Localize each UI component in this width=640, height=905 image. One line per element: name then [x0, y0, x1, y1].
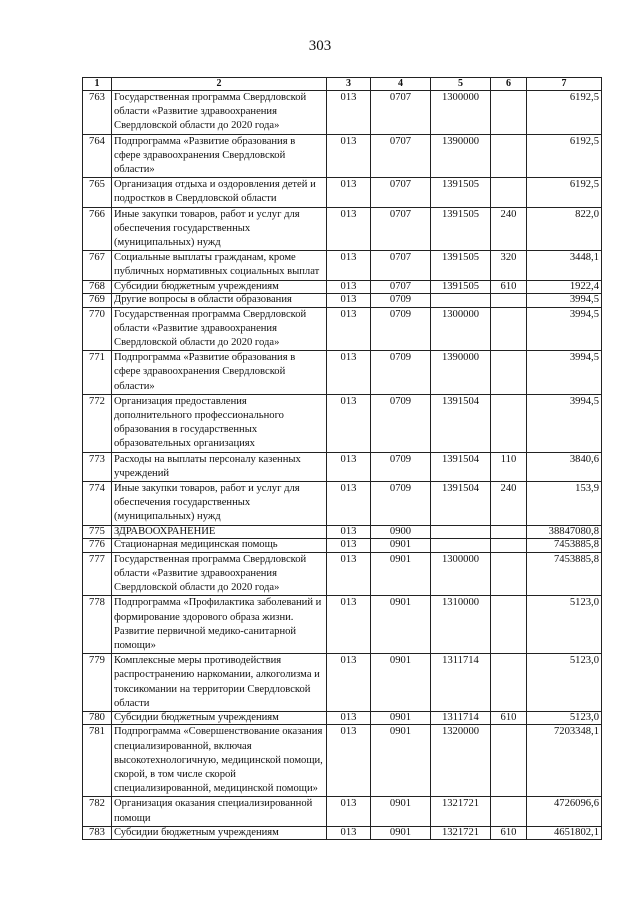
- amount-cell: 7453885,8: [527, 552, 602, 596]
- amount-cell: 4726096,6: [527, 797, 602, 826]
- expense-type-cell: [491, 91, 527, 135]
- expense-type-cell: 610: [491, 280, 527, 294]
- table-row: [83, 725, 602, 797]
- amount-cell: 5123,0: [527, 711, 602, 725]
- table-row: [83, 482, 602, 526]
- department-code-cell: 013: [327, 797, 371, 826]
- table-row: [83, 280, 602, 294]
- target-article-cell: [431, 539, 491, 553]
- expense-type-cell: 610: [491, 826, 527, 840]
- amount-cell: 3994,5: [527, 294, 602, 308]
- item-name-cell: Иные закупки товаров, работ и услуг для обеспечения государственных (муниципальных) нужд: [112, 482, 327, 526]
- target-article-cell: 1300000: [431, 552, 491, 596]
- target-article-cell: [431, 294, 491, 308]
- amount-cell: 3448,1: [527, 251, 602, 280]
- row-number-cell: 774: [83, 482, 112, 526]
- table-row: [83, 207, 602, 251]
- table-row: [83, 134, 602, 178]
- row-number-cell: 782: [83, 797, 112, 826]
- target-article-cell: 1300000: [431, 91, 491, 135]
- department-code-cell: 013: [327, 307, 371, 351]
- expense-type-cell: [491, 552, 527, 596]
- department-code-cell: 013: [327, 280, 371, 294]
- section-code-cell: 0901: [371, 539, 431, 553]
- item-name-cell: Расходы на выплаты персоналу казенных учреждений: [112, 452, 327, 481]
- table-row: [83, 525, 602, 539]
- item-name-cell: Организация отдыха и оздоровления детей и подростков в Свердловской области: [112, 178, 327, 207]
- section-code-cell: 0707: [371, 251, 431, 280]
- target-article-cell: 1300000: [431, 307, 491, 351]
- item-name-cell: Социальные выплаты гражданам, кроме публичных нормативных социальных выплат: [112, 251, 327, 280]
- expense-type-cell: [491, 134, 527, 178]
- target-article-cell: 1391504: [431, 482, 491, 526]
- table-row: [83, 91, 602, 135]
- department-code-cell: 013: [327, 552, 371, 596]
- item-name-cell: ЗДРАВООХРАНЕНИЕ: [112, 525, 327, 539]
- amount-cell: 38847080,8: [527, 525, 602, 539]
- expense-type-cell: [491, 797, 527, 826]
- section-code-cell: 0709: [371, 452, 431, 481]
- section-code-cell: 0901: [371, 711, 431, 725]
- department-code-cell: 013: [327, 711, 371, 725]
- amount-cell: 7203348,1: [527, 725, 602, 797]
- target-article-cell: 1391505: [431, 251, 491, 280]
- department-code-cell: 013: [327, 394, 371, 452]
- department-code-cell: 013: [327, 525, 371, 539]
- target-article-cell: 1391504: [431, 452, 491, 481]
- expense-type-cell: 110: [491, 452, 527, 481]
- table-row: [83, 596, 602, 654]
- row-number-cell: 772: [83, 394, 112, 452]
- amount-cell: 153,9: [527, 482, 602, 526]
- target-article-cell: 1320000: [431, 725, 491, 797]
- column-header: 3: [327, 78, 371, 91]
- item-name-cell: Организация оказания специализированной помощи: [112, 797, 327, 826]
- table-row: [83, 539, 602, 553]
- table-row: [83, 307, 602, 351]
- column-header: 2: [112, 78, 327, 91]
- item-name-cell: Другие вопросы в области образования: [112, 294, 327, 308]
- target-article-cell: 1391505: [431, 178, 491, 207]
- expense-type-cell: [491, 294, 527, 308]
- table-row: [83, 797, 602, 826]
- table-row: [83, 394, 602, 452]
- table-row: [83, 711, 602, 725]
- expense-type-cell: 320: [491, 251, 527, 280]
- amount-cell: 3994,5: [527, 351, 602, 395]
- expense-type-cell: [491, 539, 527, 553]
- row-number-cell: 779: [83, 654, 112, 712]
- section-code-cell: 0901: [371, 797, 431, 826]
- expense-type-cell: [491, 307, 527, 351]
- section-code-cell: 0707: [371, 134, 431, 178]
- amount-cell: 4651802,1: [527, 826, 602, 840]
- target-article-cell: 1391504: [431, 394, 491, 452]
- target-article-cell: 1311714: [431, 654, 491, 712]
- row-number-cell: 776: [83, 539, 112, 553]
- section-code-cell: 0709: [371, 394, 431, 452]
- department-code-cell: 013: [327, 596, 371, 654]
- section-code-cell: 0901: [371, 552, 431, 596]
- item-name-cell: Подпрограмма «Развитие образования в сфере здравоохранения Свердловской области»: [112, 351, 327, 395]
- department-code-cell: 013: [327, 294, 371, 308]
- section-code-cell: 0707: [371, 91, 431, 135]
- amount-cell: 5123,0: [527, 596, 602, 654]
- item-name-cell: Субсидии бюджетным учреждениям: [112, 280, 327, 294]
- target-article-cell: 1310000: [431, 596, 491, 654]
- expense-type-cell: [491, 178, 527, 207]
- row-number-cell: 773: [83, 452, 112, 481]
- amount-cell: 822,0: [527, 207, 602, 251]
- amount-cell: 6192,5: [527, 91, 602, 135]
- section-code-cell: 0901: [371, 826, 431, 840]
- column-header: 5: [431, 78, 491, 91]
- section-code-cell: 0901: [371, 596, 431, 654]
- item-name-cell: Комплексные меры противодействия распространению наркомании, алкоголизма и токсикомании на территории Свердловской области: [112, 654, 327, 712]
- department-code-cell: 013: [327, 134, 371, 178]
- expense-type-cell: [491, 394, 527, 452]
- row-number-cell: 768: [83, 280, 112, 294]
- row-number-cell: 780: [83, 711, 112, 725]
- department-code-cell: 013: [327, 351, 371, 395]
- row-number-cell: 783: [83, 826, 112, 840]
- expense-type-cell: [491, 654, 527, 712]
- section-code-cell: 0709: [371, 294, 431, 308]
- item-name-cell: Подпрограмма «Профилактика заболеваний и формирование здорового образа жизни. Развитие первичной медико-санитарной помощи»: [112, 596, 327, 654]
- table-row: [83, 294, 602, 308]
- item-name-cell: Подпрограмма «Развитие образования в сфере здравоохранения Свердловской области»: [112, 134, 327, 178]
- section-code-cell: 0707: [371, 280, 431, 294]
- department-code-cell: 013: [327, 725, 371, 797]
- item-name-cell: Государственная программа Свердловской области «Развитие здравоохранения Свердловской области до 2020 года»: [112, 552, 327, 596]
- column-header: 6: [491, 78, 527, 91]
- target-article-cell: 1390000: [431, 134, 491, 178]
- table-row: [83, 251, 602, 280]
- expense-type-cell: [491, 525, 527, 539]
- row-number-cell: 781: [83, 725, 112, 797]
- table-row: [83, 826, 602, 840]
- section-code-cell: 0709: [371, 482, 431, 526]
- table-row: [83, 552, 602, 596]
- department-code-cell: 013: [327, 826, 371, 840]
- target-article-cell: 1391505: [431, 280, 491, 294]
- row-number-cell: 778: [83, 596, 112, 654]
- item-name-cell: Субсидии бюджетным учреждениям: [112, 711, 327, 725]
- target-article-cell: 1321721: [431, 797, 491, 826]
- row-number-cell: 767: [83, 251, 112, 280]
- department-code-cell: 013: [327, 654, 371, 712]
- table-row: [83, 351, 602, 395]
- page-number: 303: [308, 38, 332, 54]
- row-number-cell: 775: [83, 525, 112, 539]
- department-code-cell: 013: [327, 91, 371, 135]
- expense-type-cell: [491, 596, 527, 654]
- table-row: [83, 178, 602, 207]
- item-name-cell: Подпрограмма «Совершенствование оказания специализированной, включая высокотехнологичную, медицинской помощи, скорой, в том числе скорой специализированной, медицинской помощи»: [112, 725, 327, 797]
- section-code-cell: 0707: [371, 207, 431, 251]
- section-code-cell: 0709: [371, 307, 431, 351]
- item-name-cell: Государственная программа Свердловской области «Развитие здравоохранения Свердловской области до 2020 года»: [112, 91, 327, 135]
- row-number-cell: 777: [83, 552, 112, 596]
- amount-cell: 6192,5: [527, 134, 602, 178]
- column-header: 1: [83, 78, 112, 91]
- target-article-cell: [431, 525, 491, 539]
- section-code-cell: 0707: [371, 178, 431, 207]
- item-name-cell: Стационарная медицинская помощь: [112, 539, 327, 553]
- department-code-cell: 013: [327, 452, 371, 481]
- department-code-cell: 013: [327, 207, 371, 251]
- expense-type-cell: 240: [491, 207, 527, 251]
- table-row: [83, 452, 602, 481]
- amount-cell: 3994,5: [527, 394, 602, 452]
- amount-cell: 6192,5: [527, 178, 602, 207]
- target-article-cell: 1390000: [431, 351, 491, 395]
- row-number-cell: 763: [83, 91, 112, 135]
- department-code-cell: 013: [327, 482, 371, 526]
- section-code-cell: 0901: [371, 654, 431, 712]
- department-code-cell: 013: [327, 178, 371, 207]
- section-code-cell: 0709: [371, 351, 431, 395]
- row-number-cell: 769: [83, 294, 112, 308]
- amount-cell: 7453885,8: [527, 539, 602, 553]
- item-name-cell: Иные закупки товаров, работ и услуг для обеспечения государственных (муниципальных) нужд: [112, 207, 327, 251]
- amount-cell: 1922,4: [527, 280, 602, 294]
- row-number-cell: 764: [83, 134, 112, 178]
- target-article-cell: 1311714: [431, 711, 491, 725]
- target-article-cell: 1321721: [431, 826, 491, 840]
- item-name-cell: Государственная программа Свердловской области «Развитие здравоохранения Свердловской области до 2020 года»: [112, 307, 327, 351]
- section-code-cell: 0901: [371, 725, 431, 797]
- department-code-cell: 013: [327, 251, 371, 280]
- table-row: [83, 654, 602, 712]
- item-name-cell: Организация предоставления дополнительного профессионального образования в государственных образовательных организациях: [112, 394, 327, 452]
- expense-type-cell: [491, 351, 527, 395]
- row-number-cell: 770: [83, 307, 112, 351]
- budget-table: [82, 77, 602, 840]
- column-header: 4: [371, 78, 431, 91]
- amount-cell: 3994,5: [527, 307, 602, 351]
- row-number-cell: 766: [83, 207, 112, 251]
- expense-type-cell: 610: [491, 711, 527, 725]
- department-code-cell: 013: [327, 539, 371, 553]
- amount-cell: 3840,6: [527, 452, 602, 481]
- expense-type-cell: 240: [491, 482, 527, 526]
- table-header-row: [83, 78, 602, 91]
- section-code-cell: 0900: [371, 525, 431, 539]
- row-number-cell: 771: [83, 351, 112, 395]
- target-article-cell: 1391505: [431, 207, 491, 251]
- amount-cell: 5123,0: [527, 654, 602, 712]
- column-header: 7: [527, 78, 602, 91]
- item-name-cell: Субсидии бюджетным учреждениям: [112, 826, 327, 840]
- row-number-cell: 765: [83, 178, 112, 207]
- expense-type-cell: [491, 725, 527, 797]
